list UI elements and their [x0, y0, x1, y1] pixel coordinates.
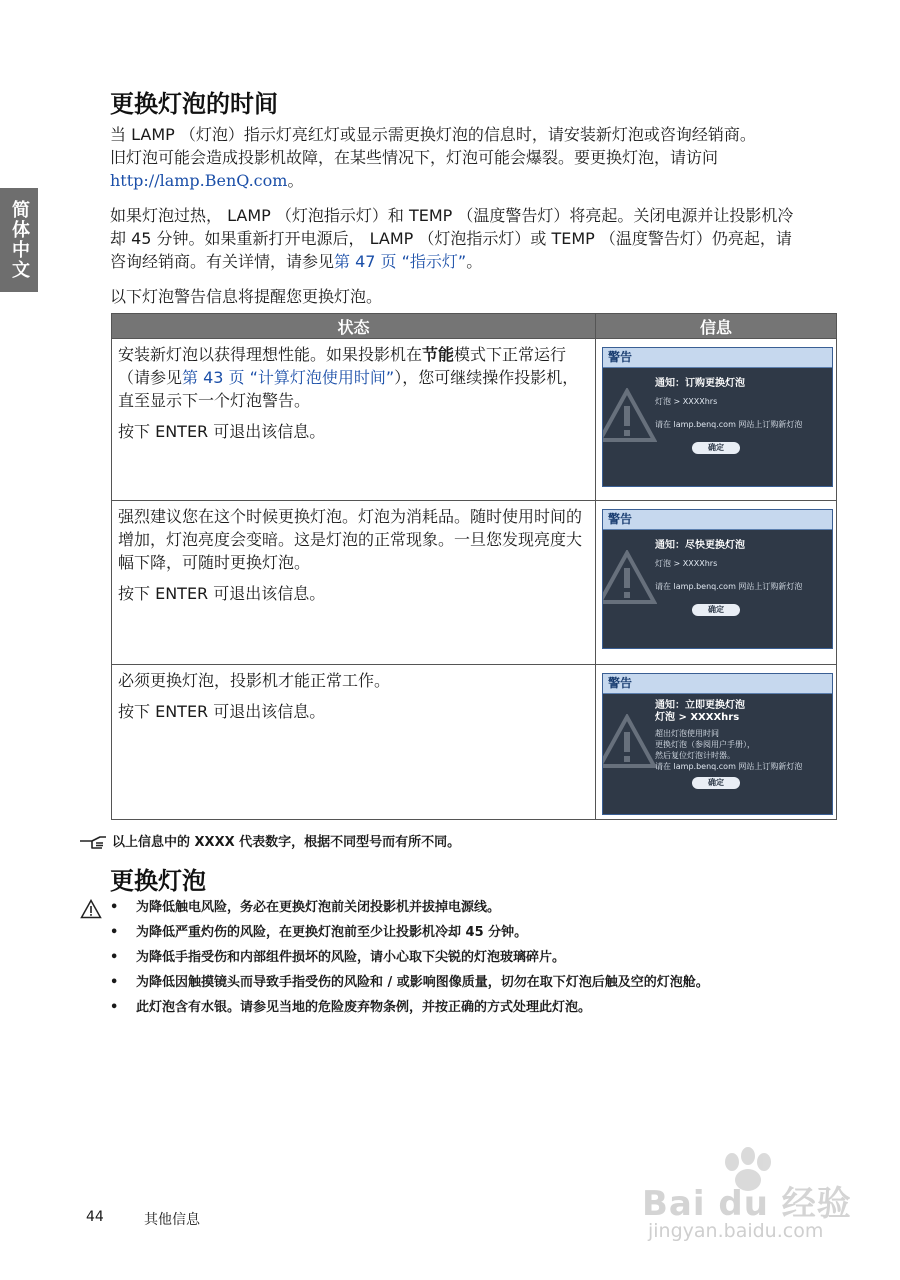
info-cell-3: [596, 665, 837, 820]
caution-icon: [80, 899, 102, 919]
watermark-brand: Bai du 经验: [642, 1184, 852, 1224]
osd-heading: 通知：立即更换灯泡: [655, 700, 745, 711]
list-item: • 为降低因触摸镜头而导致手指受伤的风险和 / 或影响图像质量，切勿在取下灯泡后触及空的灯泡舱。: [110, 973, 850, 998]
osd-message: 请在 lamp.benq.com 网站上订购新灯泡: [655, 582, 803, 591]
warning-triangle-icon: [602, 388, 657, 444]
osd-title: 警告: [603, 510, 832, 530]
intro-line-1: 当 LAMP （灯泡）指示灯亮红灯或显示需更换灯泡的信息时，请安装新灯泡或咨询经销商。: [110, 125, 756, 144]
list-item: • 为降低触电风险，务必在更换灯泡前关闭投影机并拔掉电源线。: [110, 898, 850, 923]
state-text: 必须更换灯泡，投影机才能正常工作。: [118, 671, 391, 690]
overheat-paragraph: [110, 204, 840, 273]
watermark: [640, 1140, 850, 1250]
osd-message: 请在 lamp.benq.com 网站上订购新灯泡: [655, 420, 803, 429]
intro-line-end: 。: [287, 171, 304, 190]
pointing-hand-icon: [78, 833, 108, 851]
enter-exit-text: 按下 ENTER 可退出该信息。: [118, 584, 326, 603]
overheat-line-3: 咨询经销商。有关详情，请参见: [110, 252, 335, 271]
osd-heading: 通知：订购更换灯泡: [655, 378, 745, 389]
state-cell-1: [112, 339, 596, 501]
osd-message-line: 然后复位灯泡计时器。: [655, 751, 735, 760]
section-title-lamp-time: 更换灯泡的时间: [110, 90, 278, 118]
osd-title: 警告: [603, 674, 832, 694]
note: [78, 831, 460, 850]
enter-exit-text: 按下 ENTER 可退出该信息。: [118, 702, 326, 721]
osd-ok-button[interactable]: 确定: [692, 442, 740, 454]
overheat-line-2: 却 45 分钟。如果重新打开电源后， LAMP （灯泡指示灯）或 TEMP （温度警告灯）仍亮起，请: [110, 229, 792, 248]
page-number: 44: [86, 1209, 104, 1225]
osd-message-line: 更换灯泡（参阅用户手册），: [655, 740, 755, 749]
osd-heading: 通知：尽快更换灯泡: [655, 540, 745, 551]
overheat-line-end: 。: [466, 252, 483, 271]
watermark-url: jingyan.baidu.com: [648, 1220, 824, 1242]
bullet-text: 为降低因触摸镜头而导致手指受伤的风险和 / 或影响图像质量，切勿在取下灯泡后触及空的灯泡舱。: [136, 975, 709, 990]
state-cell-3: [112, 665, 596, 820]
bullet-text: 为降低严重灼伤的风险，在更换灯泡前至少让投影机冷却 45 分钟。: [136, 925, 528, 940]
osd-lamp-hours: 灯泡 > XXXXhrs: [655, 712, 740, 723]
intro-paragraph: [110, 123, 840, 192]
state-text: 强烈建议您在这个时候更换灯泡。灯泡为消耗品。随时使用时间的增加，灯泡亮度会变暗。这是灯泡的正常现象。一旦您发现亮度大幅下降，可随时更换灯泡。: [118, 507, 583, 572]
osd-title: 警告: [603, 348, 832, 368]
indicator-page-link[interactable]: 第 47 页 “指示灯”: [334, 252, 467, 271]
note-text: 以上信息中的 XXXX 代表数字，根据不同型号而有所不同。: [112, 835, 461, 850]
info-cell-2: [596, 501, 837, 665]
bullet-text: 为降低手指受伤和内部组件损坏的风险，请小心取下尖锐的灯泡玻璃碎片。: [136, 950, 566, 965]
list-item: • 为降低严重灼伤的风险，在更换灯泡前至少让投影机冷却 45 分钟。: [110, 923, 850, 948]
bullet-text: 为降低触电风险，务必在更换灯泡前关闭投影机并拔掉电源线。: [136, 900, 501, 915]
osd-ok-button[interactable]: 确定: [692, 604, 740, 616]
list-item: • 此灯泡含有水银。请参见当地的危险废弃物条例，并按正确的方式处理此灯泡。: [110, 998, 850, 1023]
state-cell-2: [112, 501, 596, 665]
info-cell-1: [596, 339, 837, 501]
osd-lamp-hours: 灯泡 > XXXXhrs: [655, 559, 718, 568]
lamp-hour-page-link[interactable]: 第 43 页 “计算灯泡使用时间”: [182, 368, 395, 387]
osd-warning-soon: [602, 509, 833, 649]
state-text: ），您可继续操作投影机，直至显示下一个灯泡警告。: [118, 368, 579, 410]
footer-section: 其他信息: [144, 1212, 200, 1228]
osd-lamp-hours: 灯泡 > XXXXhrs: [655, 397, 718, 406]
osd-warning-order: [602, 347, 833, 487]
state-text: 安装新灯泡以获得理想性能。如果投影机在: [118, 345, 423, 364]
lamp-warning-table: [111, 313, 837, 820]
lamp-website-link[interactable]: http://lamp.BenQ.com: [110, 171, 288, 190]
section-title-replace-lamp: 更换灯泡: [110, 867, 206, 895]
warning-triangle-icon: [602, 714, 657, 770]
osd-message-line: 请在 lamp.benq.com 网站上订购新灯泡: [655, 762, 803, 771]
bullet-text: 此灯泡含有水银。请参见当地的危险废弃物条例，并按正确的方式处理此灯泡。: [136, 1000, 592, 1015]
column-header-info: 信息: [596, 314, 837, 339]
overheat-line-1: 如果灯泡过热， LAMP （灯泡指示灯）和 TEMP （温度警告灯）将亮起。关闭电源并让投影机冷: [110, 206, 794, 225]
warning-triangle-icon: [602, 550, 657, 606]
language-tab: 简体中文: [0, 188, 38, 292]
safety-bullet-list: [110, 898, 850, 1023]
osd-message-line: 超出灯泡使用时间: [655, 729, 719, 738]
column-header-state: 状态: [112, 314, 596, 339]
osd-ok-button[interactable]: 确定: [692, 777, 740, 789]
osd-warning-now: [602, 673, 833, 815]
state-text: 模式下正常运行（请参见: [118, 345, 567, 387]
intro-line-2: 旧灯泡可能会造成投影机故障，在某些情况下，灯泡可能会爆裂。要更换灯泡，请访问: [110, 148, 719, 167]
list-item: • 为降低手指受伤和内部组件损坏的风险，请小心取下尖锐的灯泡玻璃碎片。: [110, 948, 850, 973]
eco-mode-label: 节能: [422, 345, 455, 364]
enter-exit-text: 按下 ENTER 可退出该信息。: [118, 422, 326, 441]
warning-intro: 以下灯泡警告信息将提醒您更换灯泡。: [110, 287, 383, 306]
